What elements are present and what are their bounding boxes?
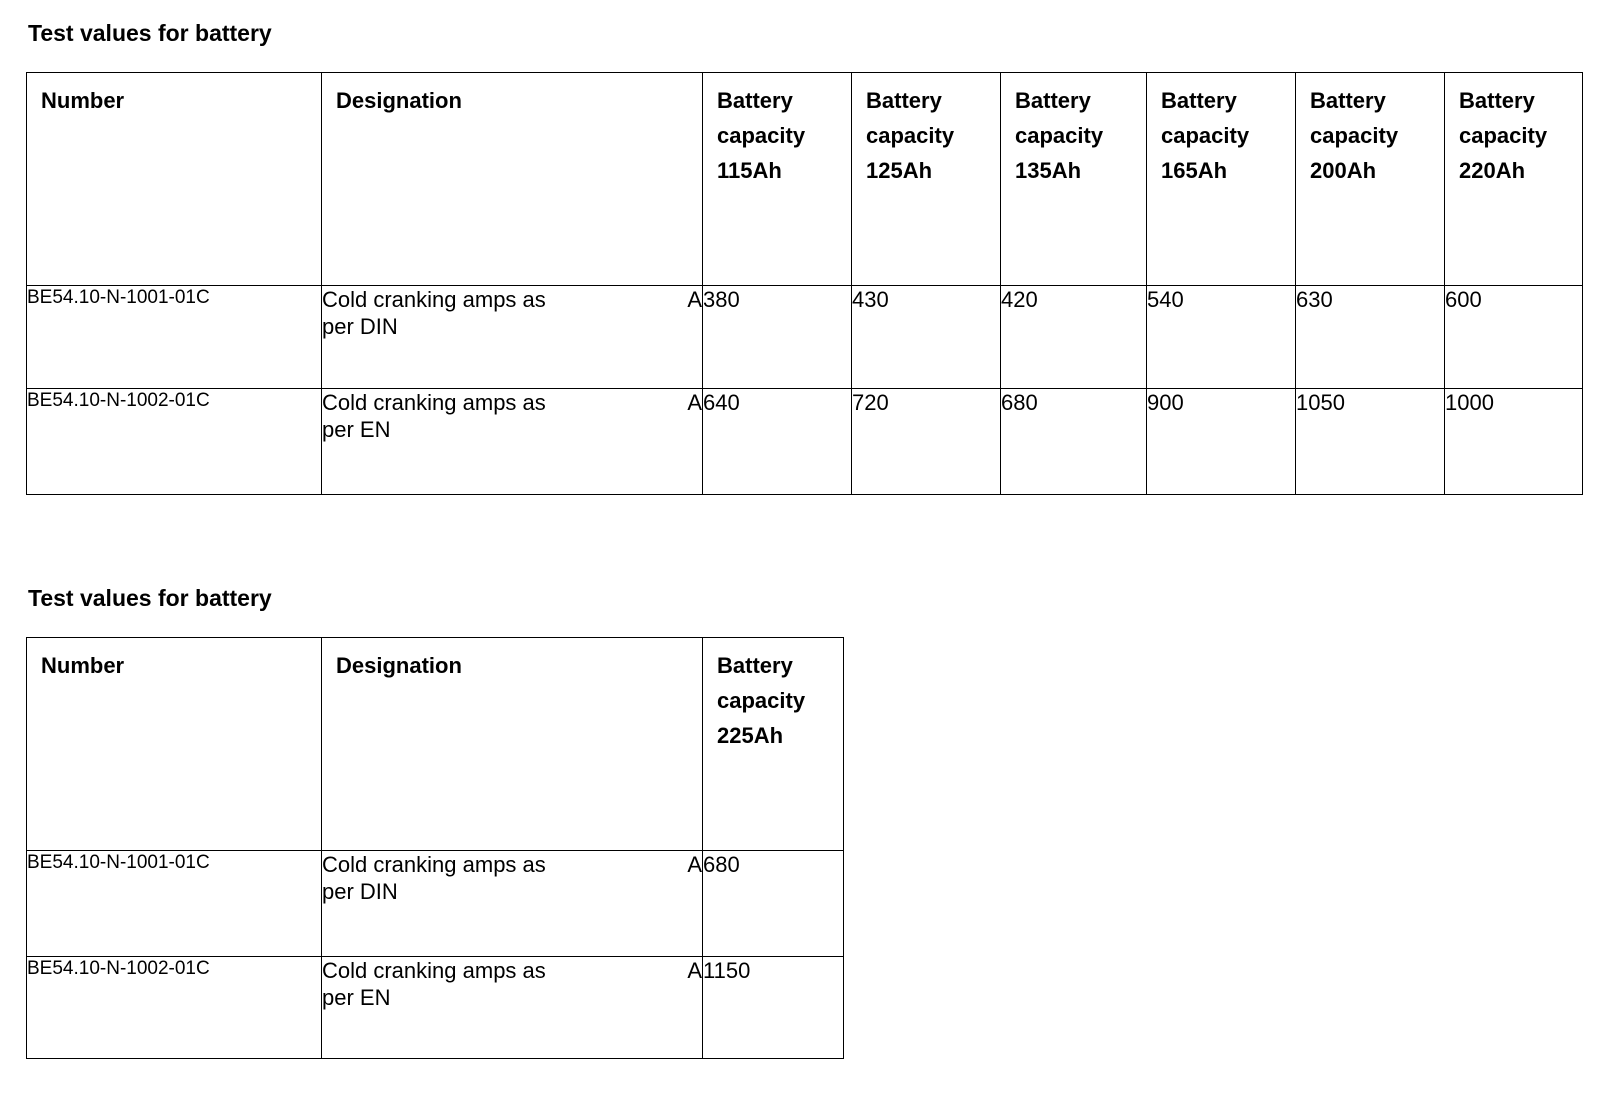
table-header-row: [27, 73, 1583, 286]
value-cell: 680: [1001, 389, 1147, 495]
value-cell: 1050: [1296, 389, 1445, 495]
table-row: [27, 389, 1583, 495]
value-cell: 640: [703, 389, 852, 495]
table-row: [27, 957, 844, 1059]
header-designation: Designation: [322, 73, 703, 286]
table-row: [27, 286, 1583, 389]
header-number: Number: [27, 73, 322, 286]
value-cell: 540: [1147, 286, 1296, 389]
table-row: [27, 851, 844, 957]
row-number: BE54.10-N-1002-01C: [27, 389, 322, 495]
unit-label: A: [687, 958, 702, 983]
value-cell: 1000: [1445, 389, 1583, 495]
designation-text: Cold cranking amps as per DIN: [322, 287, 546, 339]
header-capacity-200ah: Battery capacity 200Ah: [1296, 73, 1445, 286]
row-number: BE54.10-N-1002-01C: [27, 957, 322, 1059]
value-cell: 1150: [703, 957, 844, 1059]
unit-label: A: [687, 852, 702, 877]
value-cell: 420: [1001, 286, 1147, 389]
value-cell: 380: [703, 286, 852, 389]
unit-label: A: [687, 287, 702, 312]
header-designation: Designation: [322, 638, 703, 851]
designation-text: Cold cranking amps as per DIN: [322, 852, 546, 904]
value-cell: 430: [852, 286, 1001, 389]
header-capacity-165ah: Battery capacity 165Ah: [1147, 73, 1296, 286]
row-number: BE54.10-N-1001-01C: [27, 851, 322, 957]
unit-label: A: [687, 390, 702, 415]
table-header-row: [27, 638, 844, 851]
row-designation: [322, 851, 703, 957]
row-designation: [322, 286, 703, 389]
table-2-title: Test values for battery: [28, 585, 272, 611]
designation-text: Cold cranking amps as per EN: [322, 958, 546, 1010]
header-capacity-220ah: Battery capacity 220Ah: [1445, 73, 1583, 286]
designation-text: Cold cranking amps as per EN: [322, 390, 546, 442]
value-cell: 630: [1296, 286, 1445, 389]
row-designation: [322, 389, 703, 495]
row-number: BE54.10-N-1001-01C: [27, 286, 322, 389]
value-cell: 900: [1147, 389, 1296, 495]
table-1-title: Test values for battery: [28, 20, 272, 46]
header-capacity-125ah: Battery capacity 125Ah: [852, 73, 1001, 286]
header-capacity-225ah: Battery capacity 225Ah: [703, 638, 844, 851]
header-number: Number: [27, 638, 322, 851]
battery-test-values-table-1: [26, 72, 1583, 495]
battery-test-values-table-2: [26, 637, 844, 1059]
header-capacity-115ah: Battery capacity 115Ah: [703, 73, 852, 286]
header-capacity-135ah: Battery capacity 135Ah: [1001, 73, 1147, 286]
value-cell: 680: [703, 851, 844, 957]
value-cell: 720: [852, 389, 1001, 495]
row-designation: [322, 957, 703, 1059]
value-cell: 600: [1445, 286, 1583, 389]
